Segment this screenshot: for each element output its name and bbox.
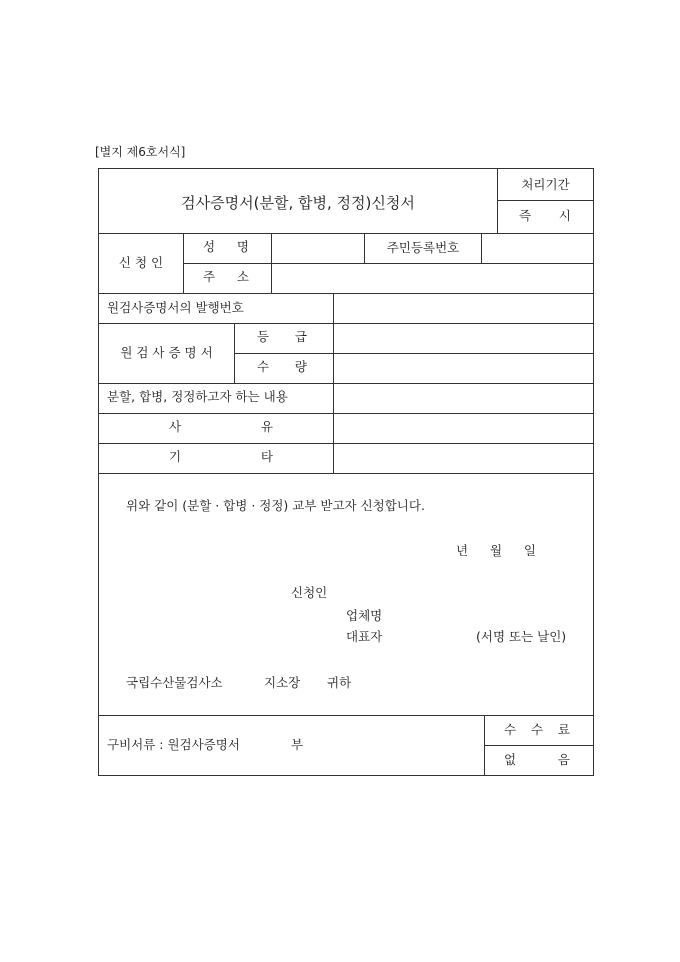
required-documents: 구비서류 : 원검사증명서 <box>107 737 240 752</box>
fee-label: 수 수 료 <box>504 722 570 737</box>
original-cert-number-label: 원검사증명서의 발행번호 <box>107 300 244 315</box>
resident-number-label: 주민등록번호 <box>386 240 460 255</box>
applicant-label: 신 청 인 <box>118 255 164 270</box>
applicant-signature-label: 신청인 <box>291 585 328 600</box>
addressee-org: 국립수산물검사소 <box>126 675 223 690</box>
fee-row-divider <box>484 745 593 746</box>
resident-number-field[interactable] <box>482 234 593 263</box>
signature-note: (서명 또는 날인) <box>476 629 567 644</box>
form-title: 검사증명서(분할, 합병, 정정)신청서 <box>181 194 415 212</box>
other-field[interactable] <box>334 444 593 473</box>
content-field[interactable] <box>334 384 593 413</box>
addressee-suffix: 귀하 <box>327 675 352 690</box>
name-field[interactable] <box>272 234 364 263</box>
reason-label: 사 유 <box>169 419 273 434</box>
application-statement: 위와 같이 (분할 · 합병 · 정정) 교부 받고자 신청합니다. <box>126 498 425 513</box>
fee-value: 없 음 <box>504 752 570 767</box>
processing-divider <box>497 200 593 201</box>
name-label: 성 명 <box>203 239 249 254</box>
required-documents-unit: 부 <box>291 737 304 752</box>
other-label: 기 타 <box>169 449 273 464</box>
representative-label: 대표자 <box>346 629 383 644</box>
quantity-field[interactable] <box>334 354 593 383</box>
address-label: 주 소 <box>203 269 249 284</box>
date-line: 년 월 일 <box>456 543 536 558</box>
company-name-label: 업체명 <box>346 608 383 623</box>
form-number-label: [별지 제6호서식] <box>95 145 186 159</box>
processing-period-value: 즉 시 <box>519 208 571 223</box>
grade-field[interactable] <box>334 324 593 353</box>
processing-period-label: 처리기간 <box>521 177 570 192</box>
content-label: 분할, 합병, 정정하고자 하는 내용 <box>107 389 288 404</box>
application-form <box>98 168 594 776</box>
reason-field[interactable] <box>334 414 593 443</box>
original-cert-label: 원 검 사 증 명 서 <box>120 345 213 360</box>
addressee-title: 지소장 <box>264 675 301 690</box>
original-cert-number-field[interactable] <box>334 294 593 323</box>
address-field[interactable] <box>272 264 593 293</box>
grade-label: 등 급 <box>257 329 307 344</box>
row-divider <box>99 715 593 716</box>
quantity-label: 수 량 <box>257 359 307 374</box>
row-divider <box>99 473 593 474</box>
